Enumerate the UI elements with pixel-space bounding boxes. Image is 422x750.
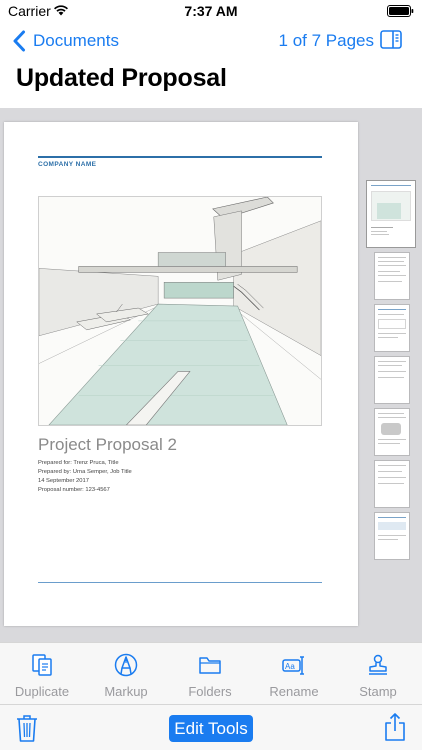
rename-icon [282,653,306,677]
duplicate-label: Duplicate [14,684,70,699]
trash-icon[interactable] [16,713,38,743]
rename-label: Rename [269,684,319,699]
company-name: COMPANY NAME [38,161,97,168]
sidebar-toggle-icon[interactable] [380,30,402,49]
page-thumbnail-strip[interactable] [362,108,422,642]
share-icon[interactable] [384,712,406,742]
svg-text:Aa: Aa [285,662,295,671]
page-thumbnail-5[interactable] [374,408,410,456]
page-thumbnail-7[interactable] [374,512,410,560]
page-thumbnail-2[interactable] [374,252,410,300]
document-action-bar [0,642,422,704]
prepared-for: Prepared for: Trenz Pruca, Title [38,460,119,466]
header-rule [38,156,322,158]
document-date: 14 September 2017 [38,478,89,484]
document-meta [38,459,132,495]
folders-label: Folders [188,684,232,699]
folders-button[interactable] [168,643,252,705]
carrier-label: Carrier [8,3,51,19]
edit-tools-button[interactable]: Edit Tools [169,715,253,742]
chevron-left-icon [12,30,26,52]
document-heading: Project Proposal 2 [38,435,177,454]
markup-label: Markup [104,684,148,699]
stamp-label: Stamp [359,684,397,699]
stamp-button[interactable] [336,643,420,705]
duplicate-icon [30,653,54,677]
back-button-label: Documents [33,31,119,50]
status-bar [0,0,422,22]
document-viewer[interactable] [0,108,422,642]
page-thumbnail-1[interactable] [366,180,416,248]
duplicate-button[interactable] [0,643,84,705]
architecture-sketch-image [38,196,322,426]
page-thumbnail-6[interactable] [374,460,410,508]
proposal-number: Proposal number: 123-4567 [38,487,110,493]
rename-button[interactable] [252,643,336,705]
back-button[interactable] [12,28,119,54]
bottom-toolbar [0,704,422,750]
battery-icon [387,5,414,17]
prepared-by: Prepared by: Urna Semper, Job Title [38,469,132,475]
page-title: Updated Proposal [16,64,227,92]
footer-rule [38,582,322,583]
markup-button[interactable] [84,643,168,705]
document-page[interactable] [4,122,358,626]
markup-pen-icon [114,653,138,677]
page-indicator-button[interactable]: 1 of 7 Pages [278,31,374,50]
folder-icon [198,653,222,677]
page-thumbnail-4[interactable] [374,356,410,404]
clock-label: 7:37 AM [184,3,238,19]
page-thumbnail-3[interactable] [374,304,410,352]
stamp-icon [366,653,390,677]
